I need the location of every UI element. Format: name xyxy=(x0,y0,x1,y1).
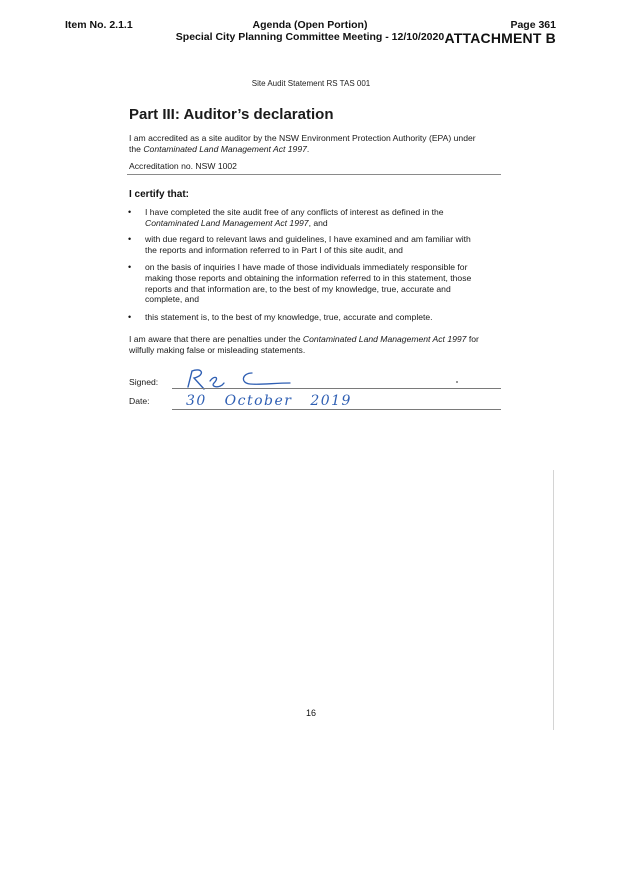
bullet-2 xyxy=(145,234,505,256)
bullet-1-line-2 xyxy=(145,218,505,229)
bullet-dot: • xyxy=(128,207,132,217)
accreditation-number: Accreditation no. NSW 1002 xyxy=(129,161,237,171)
intro-act: Contaminated Land Management Act 1997 xyxy=(143,143,307,154)
bullet-dot: • xyxy=(128,312,132,322)
penalty-line-1 xyxy=(129,334,509,345)
agenda-title: Agenda (Open Portion) xyxy=(252,19,368,31)
intro-line-2 xyxy=(129,144,509,155)
penalty-paragraph xyxy=(129,334,509,356)
bullet-4-line-1: this statement is, to the best of my knowledge, true, accurate and complete. xyxy=(145,312,433,322)
bullet-3 xyxy=(145,262,505,305)
bullet-dot: • xyxy=(128,234,132,244)
meeting-title: Special City Planning Committee Meeting - 12/10/2020 xyxy=(175,31,445,43)
penalty-act: Contaminated Land Management Act 1997 xyxy=(302,334,467,344)
page-label: Page 361 xyxy=(510,19,556,31)
attachment-label: ATTACHMENT B xyxy=(444,30,556,46)
penalty-prefix: I am aware that there are penalties under the xyxy=(129,334,303,344)
bullet-1 xyxy=(145,207,505,229)
signature-scribble xyxy=(180,365,300,395)
signature-line xyxy=(172,388,501,389)
bullet-3-line-3: reports and that information are, to the best of my knowledge, true, accurate and xyxy=(145,283,451,294)
intro-prefix: the xyxy=(129,143,144,154)
signed-label: Signed: xyxy=(129,377,159,387)
part-title: Part III: Auditor’s declaration xyxy=(129,106,334,123)
page-number: 16 xyxy=(305,708,316,718)
bullet-2-line-2: the reports and information referred to in Part I of this site audit, and xyxy=(145,244,403,255)
date-line xyxy=(172,409,501,410)
bullet-3-line-1: on the basis of inquiries I have made of those individuals immediately responsible for xyxy=(145,262,468,272)
penalty-line-2: wilfully making false or misleading statements. xyxy=(129,344,306,355)
date-label: Date: xyxy=(129,396,150,406)
bullet-3-line-2: making those reports and obtaining the information referred to in this statement, those xyxy=(145,272,472,283)
handwritten-date: 30 October 2019 xyxy=(186,393,352,409)
item-number: Item No. 2.1.1 xyxy=(65,19,133,31)
penalty-suffix: for xyxy=(466,334,479,344)
intro-suffix: . xyxy=(306,143,310,154)
bullet-3-line-4: complete, and xyxy=(145,294,199,305)
bullet-1-act: Contaminated Land Management Act 1997 xyxy=(145,217,309,228)
certify-heading: I certify that: xyxy=(129,189,190,200)
accreditation-rule xyxy=(127,174,501,175)
bullet-4 xyxy=(145,312,505,323)
statement-reference: Site Audit Statement RS TAS 001 xyxy=(251,79,371,88)
bullet-2-line-1: with due regard to relevant laws and guidelines, I have examined and am familiar with xyxy=(145,234,471,244)
scan-edge-line xyxy=(553,470,554,730)
bullet-dot: • xyxy=(128,262,132,272)
bullet-1-suffix: , and xyxy=(308,217,328,228)
intro-line-1: I am accredited as a site auditor by the NSW Environment Protection Authority (EPA) under xyxy=(129,133,476,143)
scan-speck xyxy=(456,381,458,383)
intro-paragraph xyxy=(129,133,509,155)
bullet-1-line-1: I have completed the site audit free of any conflicts of interest as defined in the xyxy=(145,207,444,217)
